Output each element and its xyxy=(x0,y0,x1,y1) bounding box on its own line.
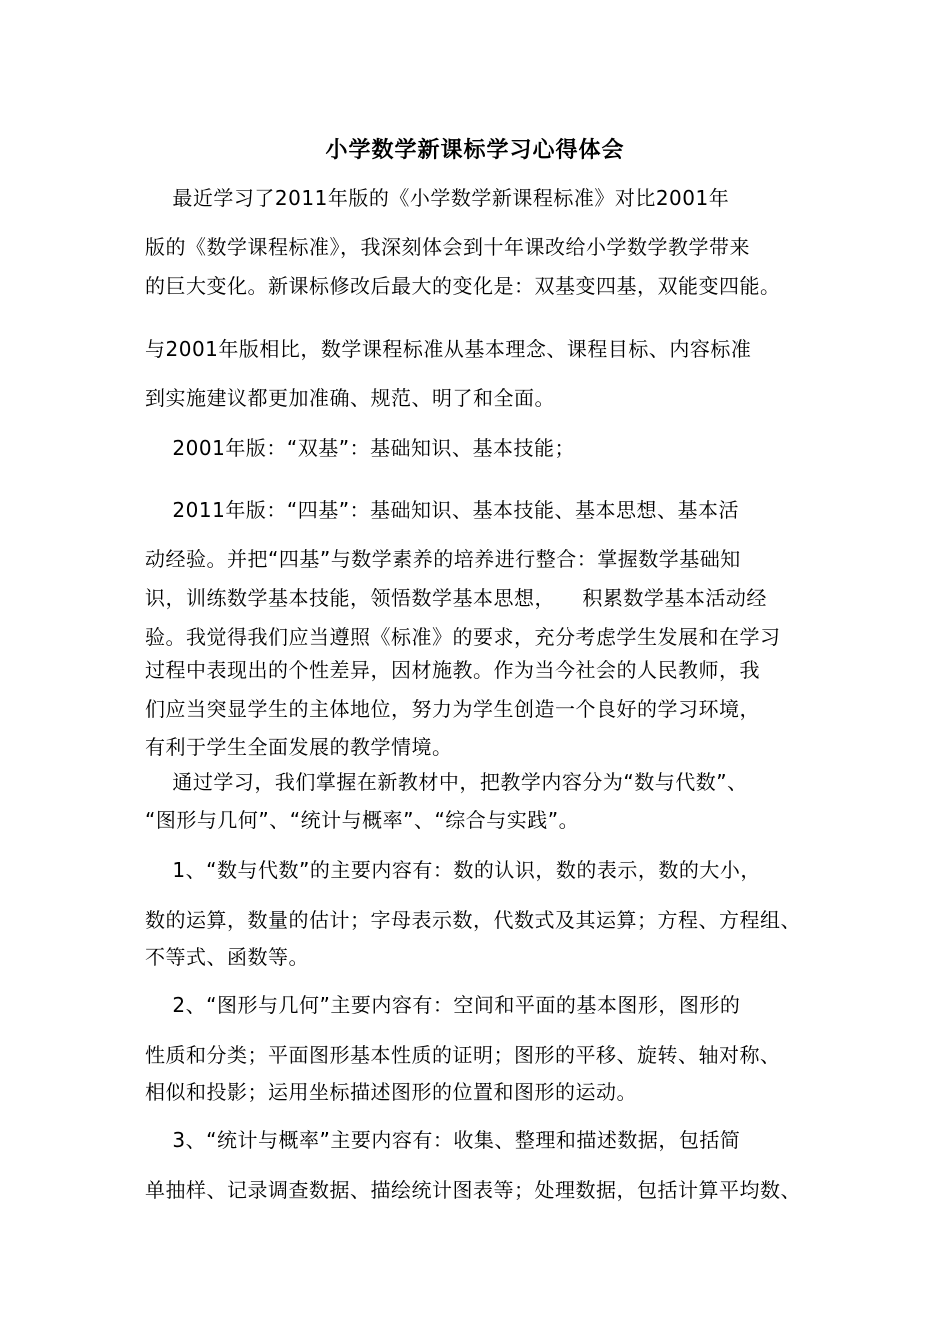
paragraph-line: 最近学习了2011年版的《小学数学新课程标准》对比2001年 xyxy=(145,186,730,210)
paragraph-line: 与2001年版相比，数学课程标准从基本理念、课程目标、内容标准 xyxy=(145,337,752,361)
paragraph-line: 过程中表现出的个性差异，因材施教。作为当今社会的人民教师，我 xyxy=(145,658,760,682)
paragraph-line: 1、“数与代数”的主要内容有：数的认识，数的表示，数的大小， xyxy=(145,858,761,882)
paragraph-line: 们应当突显学生的主体地位，努力为学生创造一个良好的学习环境， xyxy=(145,697,760,721)
document-title: 小学数学新课标学习心得体会 xyxy=(325,138,625,163)
paragraph-line: 2、“图形与几何”主要内容有：空间和平面的基本图形，图形的 xyxy=(145,993,741,1017)
paragraph-line: 识，训练数学基本技能，领悟数学基本思想， 积累数学基本活动经 xyxy=(145,586,767,610)
paragraph-line: 到实施建议都更加准确、规范、明了和全面。 xyxy=(145,386,555,410)
paragraph-line: 性质和分类；平面图形基本性质的证明；图形的平移、旋转、轴对称、 xyxy=(145,1043,781,1067)
paragraph-line: 动经验。并把“四基”与数学素养的培养进行整合：掌握数学基础知 xyxy=(145,547,741,571)
paragraph-line: 版的《数学课程标准》，我深刻体会到十年课改给小学数学教学带来 xyxy=(145,235,750,259)
paragraph-line: 通过学习，我们掌握在新教材中，把教学内容分为“数与代数”、 xyxy=(145,770,748,794)
paragraph-line: 数的运算，数量的估计；字母表示数，代数式及其运算；方程、方程组、 xyxy=(145,908,801,932)
paragraph-line: 有利于学生全面发展的教学情境。 xyxy=(145,735,453,759)
paragraph-line: 相似和投影；运用坐标描述图形的位置和图形的运动。 xyxy=(145,1080,637,1104)
paragraph-line: 不等式、函数等。 xyxy=(145,945,309,969)
paragraph-line: 2011年版：“四基”：基础知识、基本技能、基本思想、基本活 xyxy=(145,498,740,522)
paragraph-line: 3、“统计与概率”主要内容有：收集、整理和描述数据，包括简 xyxy=(145,1128,741,1152)
paragraph-line: 的巨大变化。新课标修改后最大的变化是：双基变四基，双能变四能。 xyxy=(145,274,781,298)
paragraph-line: 验。我觉得我们应当遵照《标准》的要求，充分考虑学生发展和在学习 xyxy=(145,625,781,649)
paragraph-line: 2001年版：“双基”：基础知识、基本技能； xyxy=(145,436,576,460)
paragraph-line: “图形与几何”、“统计与概率”、“综合与实践”。 xyxy=(145,808,580,832)
paragraph-line: 单抽样、记录调查数据、描绘统计图表等；处理数据，包括计算平均数、 xyxy=(145,1178,801,1202)
